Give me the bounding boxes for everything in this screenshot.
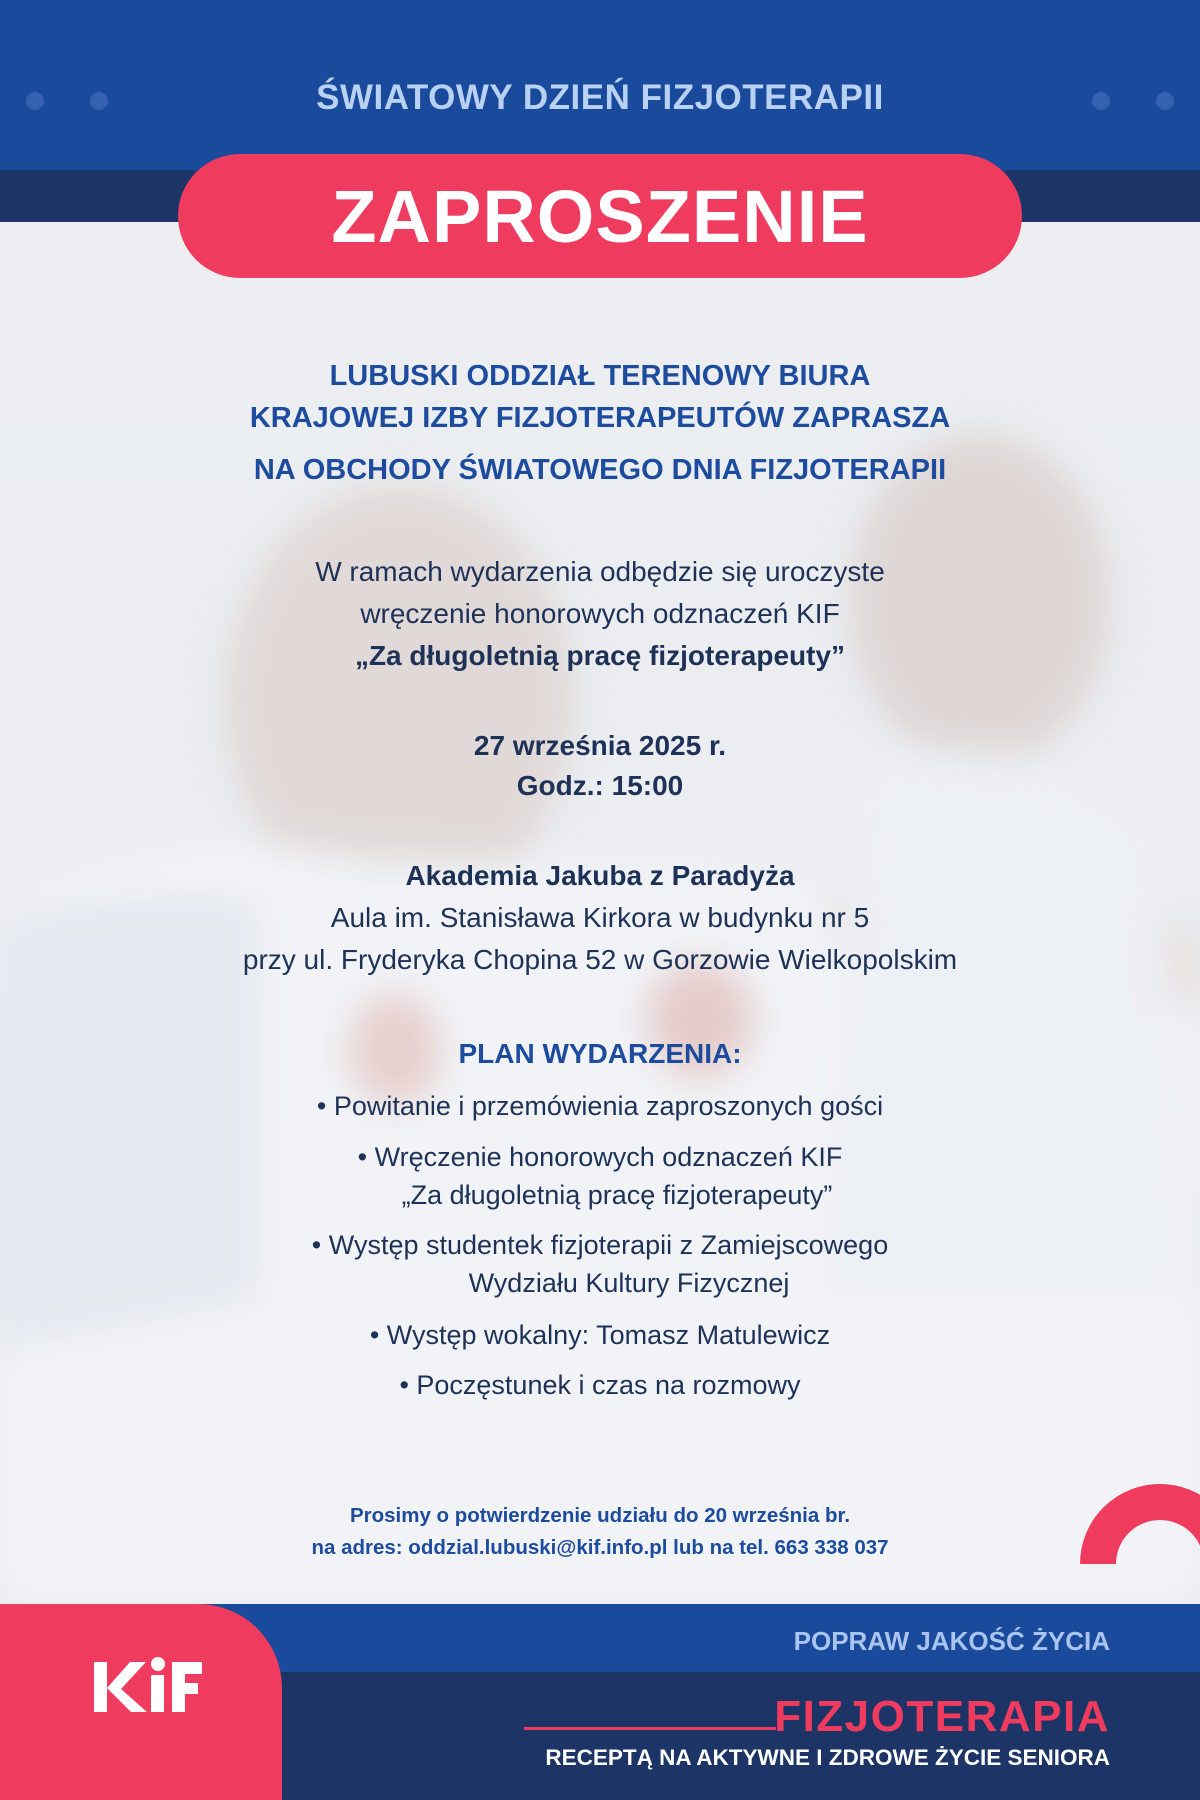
kif-logo — [0, 1604, 282, 1800]
venue-hall: Aula im. Stanisława Kirkora w budynku nr 5 — [330, 902, 870, 933]
award-name: „Za długoletnią pracę fizjoterapeuty” — [354, 640, 846, 671]
event-date: 27 września 2025 r. — [473, 730, 727, 761]
description-line: W ramach wydarzenia odbędzie się uroczyste — [315, 556, 885, 587]
event-time: Godz.: 15:00 — [516, 770, 684, 801]
organizer-line: NA OBCHODY ŚWIATOWEGO DNIA FIZJOTERAPII — [253, 454, 947, 486]
organizer-line: KRAJOWEJ IZBY FIZJOTERAPEUTÓW ZAPRASZA — [249, 402, 951, 434]
venue-address: przy ul. Fryderyka Chopina 52 w Gorzowie Wielkopolskim — [242, 944, 958, 975]
plan-item: • Poczęstunek i czas na rozmowy — [399, 1370, 801, 1400]
organizer-line: LUBUSKI ODDZIAŁ TERENOWY BIURA — [329, 360, 871, 392]
rsvp-deadline: Prosimy o potwierdzenie udziału do 20 września br. — [349, 1504, 851, 1527]
headline-rule — [524, 1727, 776, 1730]
invitation-banner — [178, 154, 1022, 278]
description-line: wręczenie honorowych odznaczeń KIF — [360, 598, 840, 629]
plan-item: • Występ studentek fizjoterapii z Zamiejscowego — [311, 1230, 889, 1260]
plan-item-continued: Wydziału Kultury Fizycznej — [468, 1268, 790, 1298]
plan-title: PLAN WYDARZENIA: — [458, 1038, 742, 1069]
plan-item: • Występ wokalny: Tomasz Matulewicz — [369, 1320, 831, 1350]
invitation-title: ZAPROSZENIE — [331, 174, 869, 258]
slogan-top: POPRAW JAKOŚĆ ŻYCIA — [793, 1626, 1110, 1656]
event-name: ŚWIATOWY DZIEŃ FIZJOTERAPII — [316, 78, 884, 117]
plan-item: • Powitanie i przemówienia zaproszonych gości — [316, 1091, 884, 1121]
plan-item: • Wręczenie honorowych odznaczeń KIF — [357, 1142, 843, 1172]
venue-name: Akademia Jakuba z Paradyża — [405, 860, 795, 891]
plan-item-continued: „Za długoletnią pracę fizjoterapeuty” — [401, 1180, 833, 1210]
kif-logo-icon — [94, 1656, 202, 1716]
rsvp-contact: na adres: oddzial.lubuski@kif.info.pl lub na tel. 663 338 037 — [311, 1536, 889, 1559]
slogan-bottom: RECEPTĄ NA AKTYWNE I ZDROWE ŻYCIE SENIORA — [545, 1745, 1110, 1770]
footer-headline: FIZJOTERAPIA — [774, 1692, 1110, 1741]
